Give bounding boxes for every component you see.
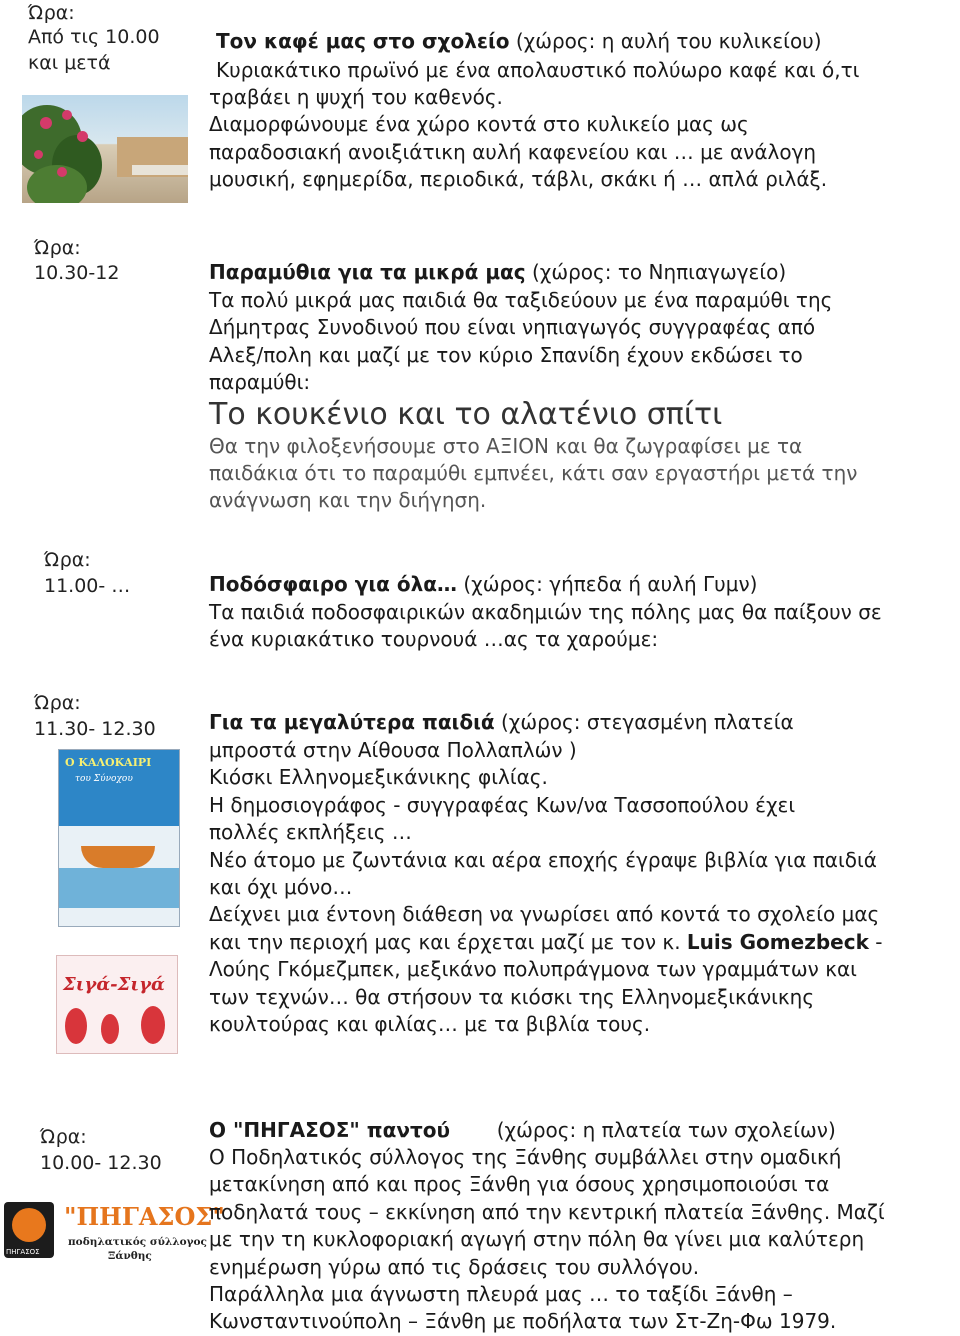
event-title-3: Ποδόσφαιρο για όλα…	[209, 572, 457, 596]
line-post-bold: -	[875, 929, 883, 954]
logo-subtitle: ποδηλατικός σύλλογος	[68, 1236, 207, 1248]
event-body-2	[209, 287, 857, 515]
event-line: ανάγνωση και την διήγηση.	[209, 488, 487, 513]
event-line: Τα παιδιά ποδοσφαιρικών ακαδημιών της πόλης μας θα παίξουν σε	[209, 600, 882, 624]
event-line: Η δημοσιογράφος - συγγραφέας Κων/να Τασσοπούλου έχει	[209, 792, 796, 817]
event-line: Ο Ποδηλατικός σύλλογος της Ξάνθης συμβάλλει στην ομαδική	[209, 1145, 842, 1169]
event-line: παραδοσιακή ανοιξιάτικη αυλή καφενείου και … με ανάλογη	[209, 139, 817, 164]
event-header-4	[209, 709, 794, 736]
time-value-5: 10.00- 12.30	[40, 1152, 162, 1174]
book-cover-siga-siga	[56, 955, 178, 1054]
event-line: μετακίνηση από και προς Ξάνθη για όσους χρησιμοποιούσι τα	[209, 1172, 830, 1197]
event-line: Τα πολύ μικρά μας παιδιά θα ταξιδεύουν με ένα παραμύθι της	[209, 288, 833, 312]
book-cover-kalokairi	[58, 749, 180, 927]
time-label-3: Ώρα:	[44, 549, 91, 571]
event-header-1	[216, 28, 822, 55]
event-body-3	[209, 599, 882, 654]
event-line: ενημέρωση γύρω από τις δράσεις του συλλόγου.	[209, 1254, 700, 1279]
event-line: Διαμορφώνουμε ένα χώρο κοντά στο κυλικείο μας ως	[209, 112, 749, 137]
time-label-1: Ώρα:	[28, 2, 75, 24]
event-line: ποδηλατά τους – εκκίνηση από την κεντρική πλατεία Ξάνθης. Μαζί	[209, 1199, 885, 1224]
event-line: Δήμητρας Συνοδινού που είναι νηπιαγωγός συγγραφέας από	[209, 315, 816, 340]
event-title-5: Ο "ΠΗΓΑΣΟΣ" παντού	[209, 1118, 450, 1142]
book1-subtitle: του Σύνοχου	[75, 774, 133, 784]
event-header-5	[209, 1117, 836, 1144]
logo-mark-caption: ΠΗΓΑΣΟΣ	[6, 1248, 40, 1256]
event-line: και όχι μόνο…	[209, 875, 353, 900]
time-value-4: 11.30- 12.30	[34, 718, 156, 740]
event-location-3: (χώρος: γήπεδα ή αυλή Γυμν)	[463, 572, 758, 596]
event-line: Παράλληλα μια άγνωστη πλευρά μας … το ταξίδι Ξάνθη –	[209, 1282, 793, 1307]
time-value-3: 11.00- …	[44, 575, 131, 597]
event-body-5	[209, 1144, 885, 1336]
event-line: με την τη κυκλοφοριακή αγωγή στην πόλη θα γίνει μια καλύτερη	[209, 1227, 865, 1252]
event-location-4: (χώρος: στεγασμένη πλατεία	[500, 710, 794, 734]
book2-title: Σιγά-Σιγά	[63, 974, 165, 995]
event-location-5: (χώρος: η πλατεία των σχολείων)	[496, 1118, 836, 1142]
time-label-4: Ώρα:	[34, 692, 81, 714]
event-line: παραμύθι:	[209, 370, 311, 395]
event-line: μουσική, εφημερίδα, περιοδικά, τάβλι, σκάκι ή … απλά ριλάξ.	[209, 167, 828, 192]
event-body-1b	[209, 84, 827, 194]
event-line: Κωνσταντινούπολη – Ξάνθη με ποδήλατα των Στ-Ζη-Φω 1979.	[209, 1309, 837, 1334]
event-line: Κυριακάτικο πρωϊνό με ένα απολαυστικό πολύωρο καφέ και ό,τι	[216, 58, 860, 82]
event-line: Λούης Γκόμεζμπεκ, μεξικάνο πολυπράγμονα των γραμμάτων και	[209, 957, 857, 982]
event-line: παιδάκια ότι το παραμύθι εμπνέει, κάτι σαν εργαστήρι μετά την	[209, 461, 858, 486]
line-pre-bold: και την περιοχή μας και έρχεται μαζί με τον κ.	[209, 929, 681, 954]
event-title-2: Παραμύθια για τα μικρά μας	[209, 260, 526, 284]
pegasus-mark-icon	[4, 1202, 54, 1258]
time-label-2: Ώρα:	[34, 237, 81, 259]
event-title-4: Για τα μεγαλύτερα παιδιά	[209, 710, 495, 734]
event-body-4	[209, 737, 882, 1038]
event-line: Νέο άτομο με ζωντάνια και αέρα εποχής έγραψε βιβλία για παιδιά	[209, 847, 877, 872]
logo-name: "ΠΗΓΑΣΟΣ"	[64, 1202, 225, 1231]
time-value-1b: και μετά	[28, 52, 111, 74]
event-location-2: (χώρος: το Νηπιαγωγείο)	[532, 260, 787, 284]
event-line: μπροστά στην Αίθουσα Πολλαπλών )	[209, 738, 577, 762]
time-value-1a: Από τις 10.00	[28, 26, 160, 48]
pegasus-logo	[4, 1200, 225, 1266]
event-line-bold-name	[209, 929, 882, 956]
event-title-1: Τον καφέ μας στο σχολείο	[216, 29, 510, 53]
logo-city: Ξάνθης	[108, 1250, 152, 1262]
time-label-5: Ώρα:	[40, 1126, 87, 1148]
book1-title: Ο ΚΑΛΟΚΑΙΡΙ	[65, 756, 152, 769]
event-line: Δείχνει μια έντονη διάθεση να γνωρίσει από κοντά το σχολείο μας	[209, 902, 880, 927]
event-line: Θα την φιλοξενήσουμε στο ΑΞΙΟΝ και θα ζωγραφίσει με τα	[209, 433, 803, 458]
event-header-2	[209, 259, 786, 286]
event-body-1	[216, 57, 859, 84]
time-value-2: 10.30-12	[34, 262, 120, 284]
story-title: Το κουκένιο και το αλατένιο σπίτι	[209, 396, 723, 432]
event-location-1: (χώρος: η αυλή του κυλικείου)	[515, 29, 822, 53]
event-line: Αλεξ/πολη και μαζί με τον κύριο Σπανίδη έχουν εκδώσει το	[209, 342, 803, 367]
event-line: ένα κυριακάτικο τουρνουά …ας τα χαρούμε:	[209, 627, 659, 652]
event-line: πολλές εκπλήξεις …	[209, 820, 412, 845]
event-header-3	[209, 571, 757, 598]
event-line: των τεχνών… θα στήσουν τα κιόσκι της Ελληνομεξικάνικης	[209, 984, 815, 1009]
guest-name: Luis Gomezbeck	[686, 929, 869, 954]
cafe-photo	[22, 95, 188, 203]
event-line: Κιόσκι Ελληνομεξικάνικης φιλίας.	[209, 765, 548, 790]
event-line: τραβάει η ψυχή του καθενός.	[209, 85, 503, 109]
event-line: κουλτούρας και φιλίας… με τα βιβλία τους.	[209, 1012, 651, 1037]
